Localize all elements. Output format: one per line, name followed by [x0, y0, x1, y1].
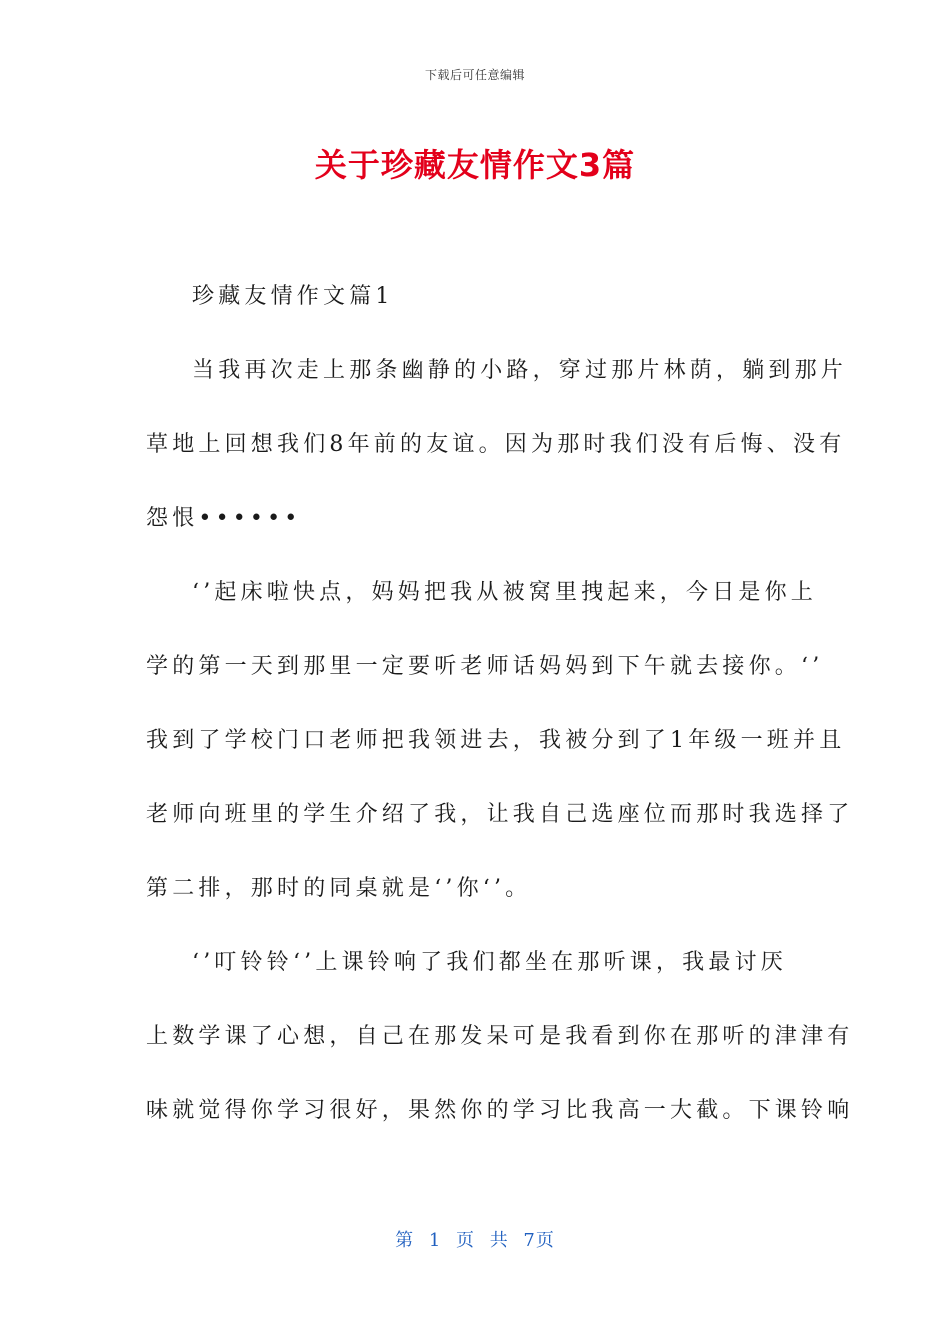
- body-line: 老师向班里的学生介绍了我，让我自己选座位而那时我选择了: [146, 802, 854, 827]
- document-title: 关于珍藏友情作文3篇: [314, 146, 636, 184]
- body-line: 上数学课了心想，自己在那发呆可是我看到你在那听的津津有: [146, 1024, 854, 1049]
- body-line: 第二排，那时的同桌就是‘’你‘’。: [146, 876, 532, 901]
- body-line: 怨恨••••••: [146, 506, 302, 531]
- body-line: 味就觉得你学习很好，果然你的学习比我高一大截。下课铃响: [146, 1098, 854, 1123]
- body-line: 当我再次走上那条幽静的小路，穿过那片林荫，躺到那片: [192, 358, 848, 383]
- body-line: 我到了学校门口老师把我领进去，我被分到了1年级一班并且: [146, 728, 846, 753]
- body-line: ‘’起床啦快点，妈妈把我从被窝里拽起来，今日是你上: [192, 580, 817, 605]
- document-body: [146, 272, 854, 1160]
- body-line: 草地上回想我们8年前的友谊。因为那时我们没有后悔、没有: [146, 432, 846, 457]
- body-line: 学的第一天到那里一定要听老师话妈妈到下午就去接你。‘’: [146, 654, 824, 679]
- body-line: ‘’叮铃铃‘’上课铃响了我们都坐在那听课，我最讨厌: [192, 950, 787, 975]
- header-note: 下载后可任意编辑: [424, 68, 525, 82]
- body-line: 珍藏友情作文篇1: [192, 284, 394, 309]
- page-number-footer: 第 1 页 共 7页: [395, 1230, 555, 1251]
